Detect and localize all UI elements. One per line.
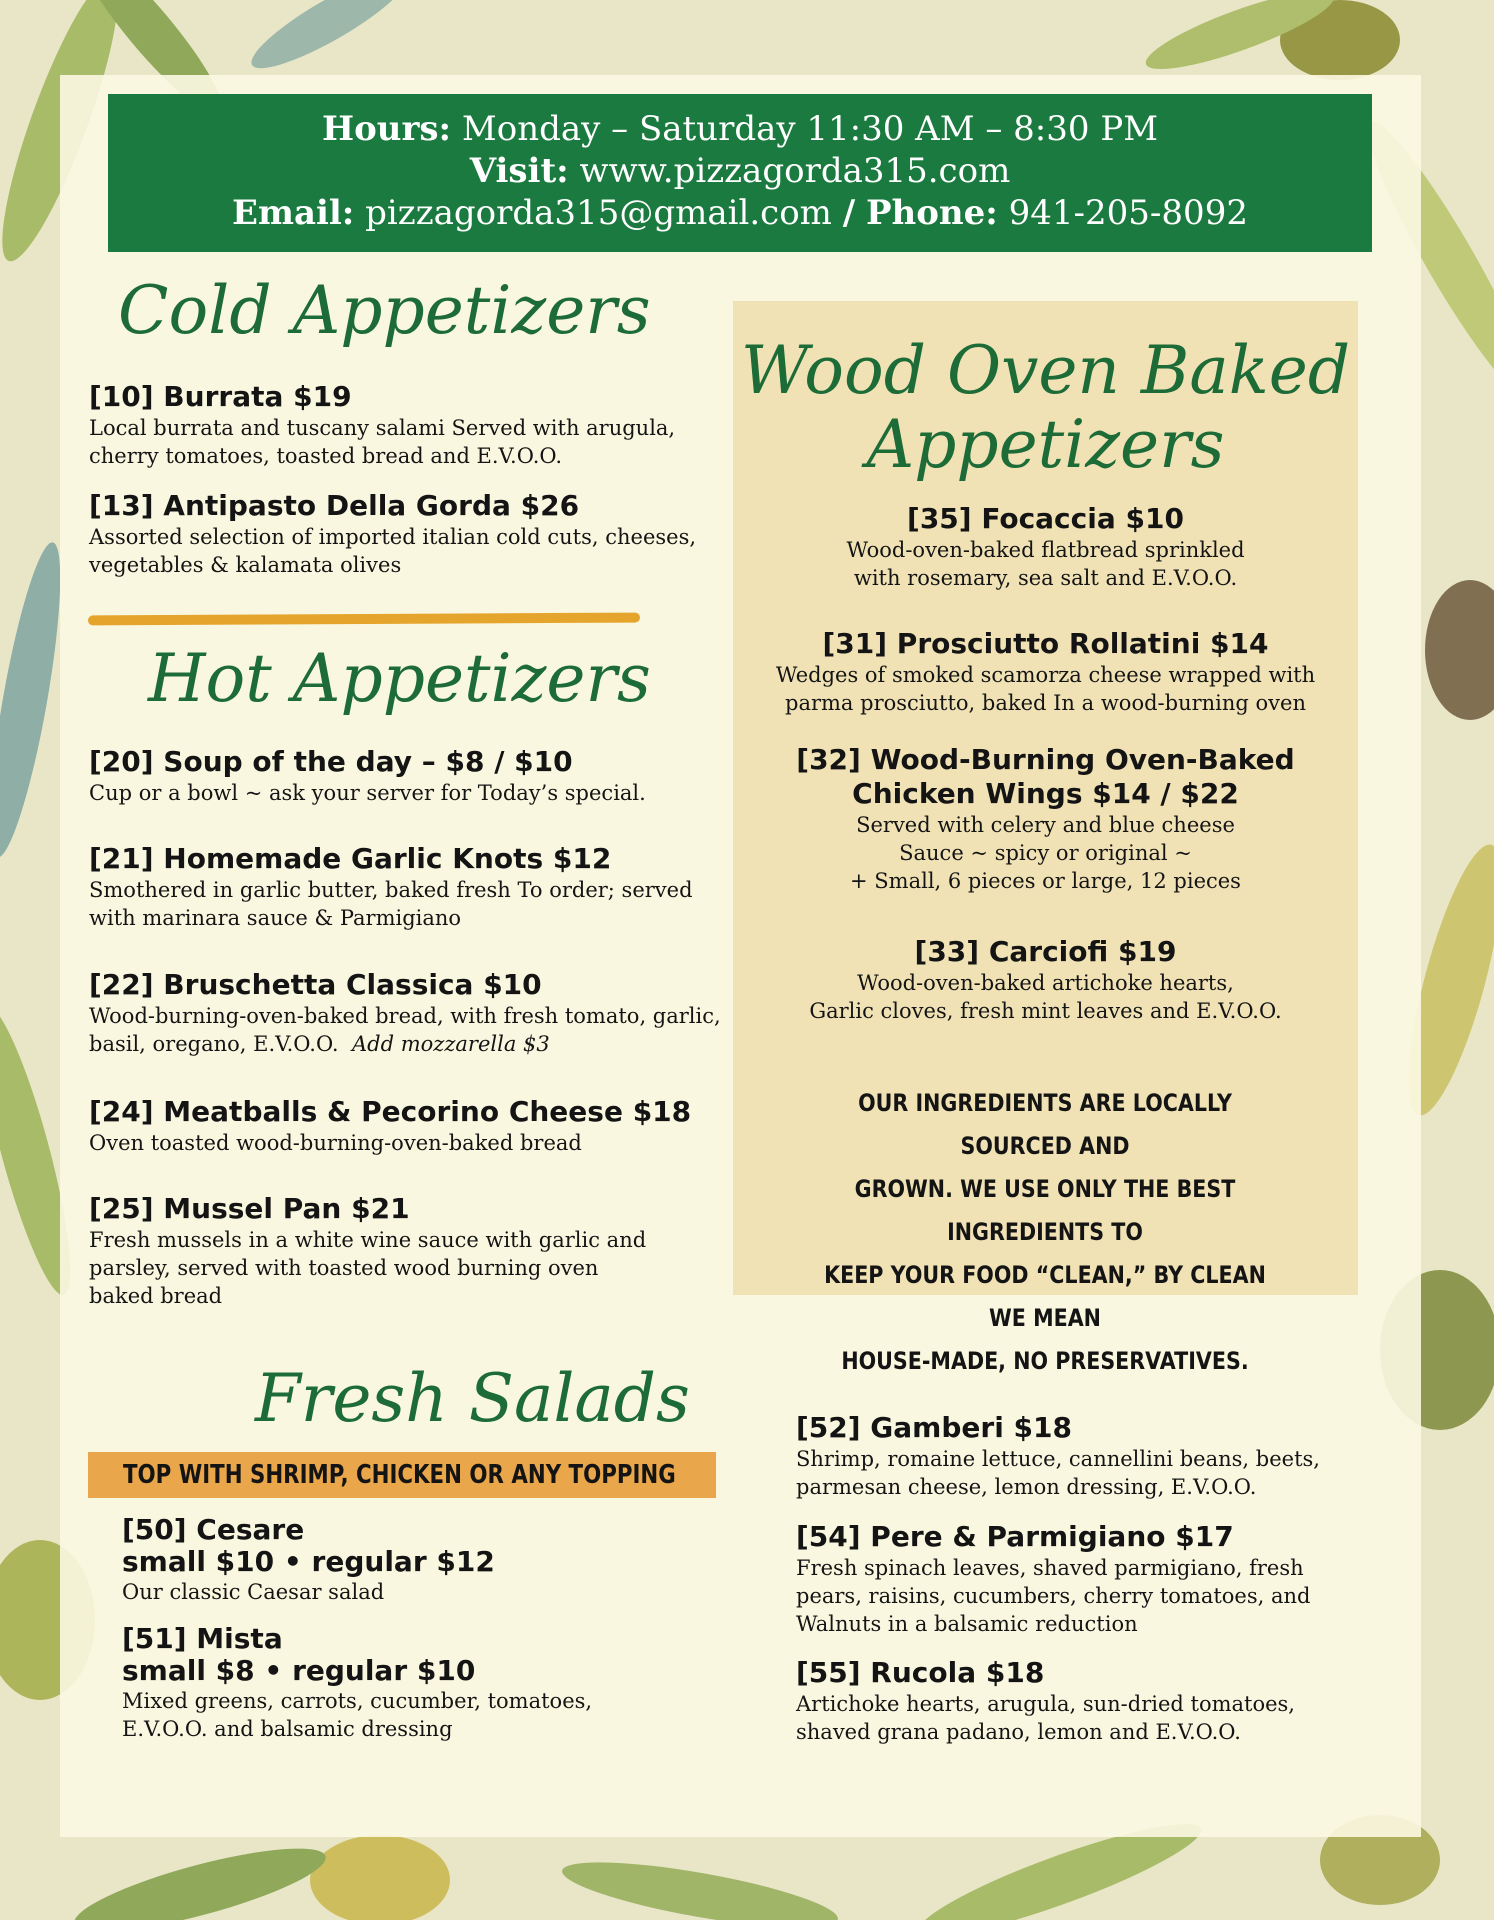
item-name: [33] Carciofi $19: [914, 935, 1177, 968]
price-regular: regular $12: [311, 1545, 495, 1578]
item-description-line1: Wood-oven-baked artichoke hearts,: [857, 971, 1234, 995]
item-description: Smothered in garlic butter, baked fresh To order; served with marinara sauce & Parmigiano: [89, 878, 693, 930]
item-prices: [122, 1546, 682, 1578]
cold-appetizers-heading: Cold Appetizers: [118, 272, 651, 349]
item-prices: [122, 1655, 622, 1687]
menu-item-bruschetta: [89, 968, 729, 1058]
menu-item-prosciutto-rollatini: [733, 627, 1358, 717]
item-name: [22] Bruschetta Classica $10: [89, 968, 542, 1001]
wood-oven-heading-line1: Wood Oven Baked: [740, 332, 1351, 409]
item-description: Our classic Caesar salad: [122, 1580, 385, 1604]
ingredients-notice: [809, 1082, 1282, 1383]
price-small: small $8: [122, 1654, 255, 1687]
menu-item-meatballs: [89, 1095, 729, 1157]
visit-label: Visit:: [469, 151, 569, 191]
price-regular: regular $10: [292, 1654, 476, 1687]
bullet: •: [264, 1654, 283, 1687]
menu-item-gamberi: [796, 1411, 1366, 1501]
separator: /: [842, 193, 856, 233]
price-small: small $10: [122, 1545, 275, 1578]
item-name: [20] Soup of the day – $8 / $10: [89, 745, 573, 778]
menu-item-cesare: [122, 1514, 682, 1606]
menu-item-burrata: [89, 380, 729, 470]
menu-item-rucola: [796, 1656, 1366, 1746]
email-label: Email:: [232, 193, 355, 233]
item-description: Artichoke hearts, arugula, sun-dried tomatoes, shaved grana padano, lemon and E.V.O.O.: [796, 1692, 1295, 1744]
menu-item-mussel-pan: [89, 1192, 649, 1310]
hours-value: Monday – Saturday 11:30 AM – 8:30 PM: [461, 109, 1159, 149]
hot-appetizers-heading: Hot Appetizers: [148, 640, 651, 717]
visit-line: [108, 150, 1372, 192]
item-name: [10] Burrata $19: [89, 380, 352, 413]
menu-item-antipasto: [89, 489, 729, 579]
item-name: [35] Focaccia $10: [907, 502, 1184, 535]
menu-item-carciofi: [733, 935, 1358, 1025]
phone-link[interactable]: 941-205-8092: [1008, 193, 1248, 233]
menu-item-mista: [122, 1623, 622, 1743]
item-name: [25] Mussel Pan $21: [89, 1192, 410, 1225]
email-phone-line: [108, 192, 1372, 234]
phone-label: Phone:: [865, 193, 998, 233]
menu-item-chicken-wings: [733, 743, 1358, 895]
item-description: Shrimp, romaine lettuce, cannellini beans, beets, parmesan cheese, lemon dressing, E.V.O.O.: [796, 1447, 1320, 1499]
bullet: •: [283, 1545, 302, 1578]
item-name-line1: [32] Wood-Burning Oven-Baked: [796, 743, 1295, 776]
item-name: [31] Prosciutto Rollatini $14: [822, 627, 1269, 660]
item-description: Fresh mussels in a white wine sauce with garlic and parsley, served with toasted wood burning oven baked bread: [89, 1228, 647, 1308]
topping-banner-text: TOP WITH SHRIMP, CHICKEN OR ANY TOPPING: [123, 1460, 676, 1490]
hours-line: [108, 108, 1372, 150]
item-description-line1: Wedges of smoked scamorza cheese wrapped with: [775, 663, 1316, 687]
wood-oven-heading-line2: Appetizers: [866, 406, 1225, 483]
item-description-line1: Wood-oven-baked flatbread sprinkled: [846, 538, 1245, 562]
item-name: [54] Pere & Parmigiano $17: [796, 1520, 1234, 1553]
notice-line4: HOUSE-MADE, NO PRESERVATIVES.: [841, 1347, 1249, 1375]
menu-item-focaccia: [733, 502, 1358, 592]
menu-item-garlic-knots: [89, 842, 729, 932]
item-description: Mixed greens, carrots, cucumber, tomatoes, E.V.O.O. and balsamic dressing: [122, 1689, 593, 1741]
item-description: Fresh spinach leaves, shaved parmigiano, fresh pears, raisins, cucumbers, cherry tomatoes, and Walnuts in a balsamic reduction: [796, 1556, 1311, 1636]
item-description-line1: Served with celery and blue cheese: [856, 813, 1235, 837]
item-description-line2: Sauce ~ spicy or original ~: [899, 841, 1192, 865]
menu-item-soup: [89, 745, 729, 807]
email-link[interactable]: pizzagorda315@gmail.com: [365, 193, 832, 233]
item-name: [55] Rucola $18: [796, 1656, 1045, 1689]
item-name: [50] Cesare: [122, 1513, 305, 1546]
item-description: Cup or a bowl ~ ask your server for Today’s special.: [89, 781, 646, 805]
contact-info-bar: [108, 94, 1372, 252]
item-description: [89, 1002, 729, 1058]
item-name: [51] Mista: [122, 1622, 283, 1655]
notice-line1: OUR INGREDIENTS ARE LOCALLY SOURCED AND: [858, 1089, 1232, 1160]
wood-oven-heading: [733, 334, 1358, 482]
item-description: Assorted selection of imported italian cold cuts, cheeses, vegetables & kalamata olives: [89, 525, 697, 577]
item-description-line3: + Small, 6 pieces or large, 12 pieces: [850, 869, 1241, 893]
item-description-line2: with rosemary, sea salt and E.V.O.O.: [853, 566, 1238, 590]
item-description-line2: parma prosciutto, baked In a wood-burning oven: [785, 691, 1306, 715]
item-description: Local burrata and tuscany salami Served with arugula, cherry tomatoes, toasted bread and E.V.O.O.: [89, 416, 676, 468]
notice-line2: GROWN. WE USE ONLY THE BEST INGREDIENTS TO: [854, 1175, 1236, 1246]
notice-line3: KEEP YOUR FOOD “CLEAN,” BY CLEAN WE MEAN: [824, 1261, 1266, 1332]
item-description: Oven toasted wood-burning-oven-baked bread: [89, 1131, 582, 1155]
item-name: [13] Antipasto Della Gorda $26: [89, 489, 580, 522]
item-addon: Add mozzarella $3: [351, 1032, 550, 1056]
item-name: [21] Homemade Garlic Knots $12: [89, 842, 612, 875]
fresh-salads-heading: Fresh Salads: [255, 1360, 690, 1437]
item-description-line2: Garlic cloves, fresh mint leaves and E.V.O.O.: [809, 999, 1282, 1023]
topping-banner: [88, 1452, 716, 1498]
menu-item-pere-parmigiano: [796, 1520, 1366, 1638]
website-link[interactable]: www.pizzagorda315.com: [579, 151, 1011, 191]
item-description-text: Wood-burning-oven-baked bread, with fresh tomato, garlic, basil, oregano, E.V.O.O.: [89, 1004, 721, 1056]
item-name: [52] Gamberi $18: [796, 1411, 1072, 1444]
hours-label: Hours:: [321, 109, 452, 149]
item-name-line2: Chicken Wings $14 / $22: [852, 777, 1239, 810]
item-name: [24] Meatballs & Pecorino Cheese $18: [89, 1095, 692, 1128]
